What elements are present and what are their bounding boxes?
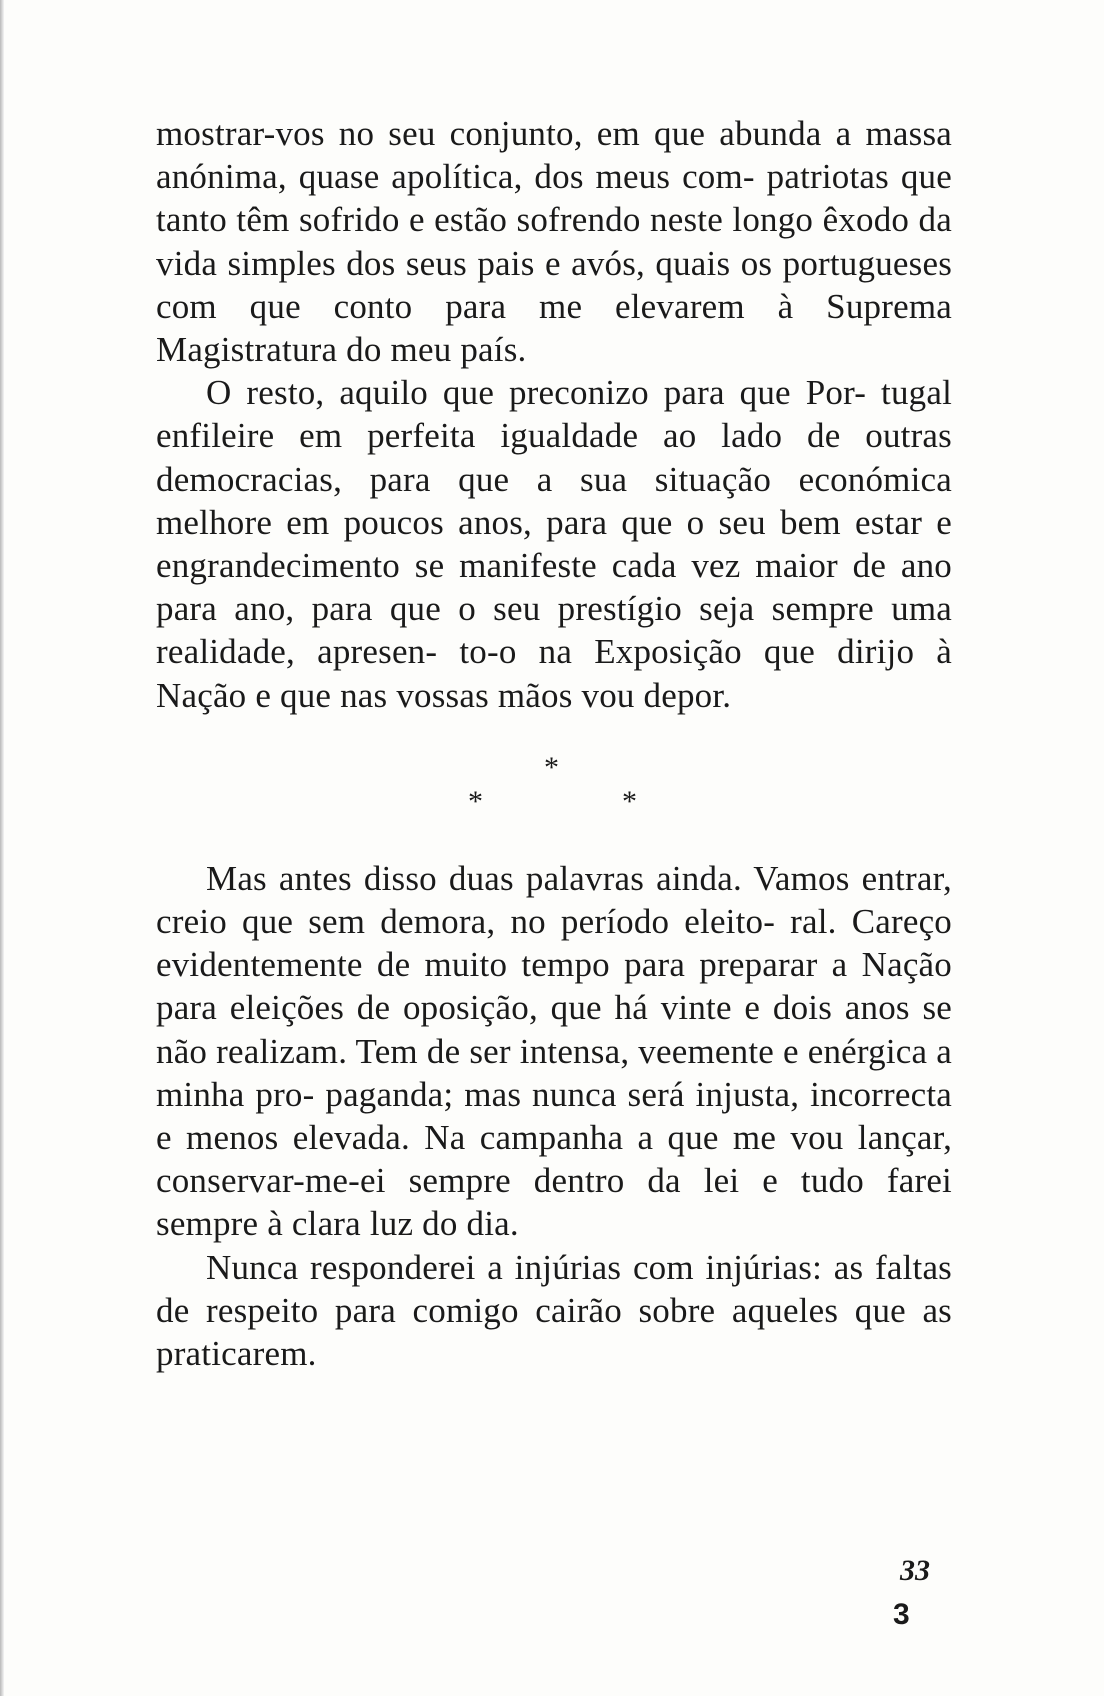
text-line: O resto, aquilo que preconizo para que Por-	[206, 373, 867, 413]
text-line: tudo farei sempre à clara luz do dia.	[156, 1161, 952, 1244]
text-line: tugal enfileire em perfeita igualdade ao lado de	[156, 373, 953, 456]
asterism-separator	[156, 750, 952, 823]
text-line: económica melhore em poucos anos, para que o	[156, 459, 952, 542]
text-line: mostrar-vos no seu conjunto, em que abunda a	[156, 114, 852, 153]
text-line: ser intensa, veemente e enérgica a minha pro-	[156, 1031, 952, 1114]
text-line: lançar, conservar-me-ei sempre dentro da lei e	[156, 1118, 953, 1201]
asterism-star-top: *	[544, 750, 559, 784]
text-line: massa anónima, quase apolítica, dos meus com-	[156, 114, 953, 197]
text-line: outras democracias, para que a sua situação	[156, 416, 952, 499]
paragraph-4	[156, 1246, 952, 1376]
scan-edge-shadow	[0, 0, 4, 1696]
asterism-star-left: *	[468, 784, 483, 818]
text-line: Nunca responderei a injúrias com injúrias:	[206, 1247, 823, 1287]
text-line: para me elevarem à Suprema Magistratura do	[156, 286, 952, 370]
text-line: vossas mãos vou depor.	[396, 675, 732, 715]
text-line: menos elevada. Na campanha a que me vou	[186, 1118, 844, 1158]
paragraph-2	[156, 371, 952, 717]
text-line: ral. Careço evidentemente de muito tempo para	[156, 902, 953, 985]
asterism-star-right: *	[622, 784, 637, 818]
text-line: preparar a Nação para eleições de oposição, que	[156, 945, 952, 1028]
signature-mark: 33	[900, 1554, 930, 1587]
text-line: cada vez maior de ano para ano, para que o seu	[156, 546, 952, 629]
paragraph-3	[156, 857, 952, 1246]
text-line: Mas antes disso duas palavras ainda. Vamos	[206, 858, 850, 898]
text-line: há vinte e dois anos se não realizam. Tem de	[156, 988, 952, 1071]
text-line: seu bem estar e engrandecimento se manifeste	[156, 502, 952, 586]
text-line: prestígio seja sempre uma realidade, apresen-	[156, 589, 952, 672]
page-number: 3	[893, 1598, 910, 1631]
text-line: to-o na Exposição que dirijo à Nação e que nas	[156, 632, 953, 715]
paragraph-1	[156, 112, 952, 371]
text-line: e avós, quais os portugueses com que conto	[156, 243, 953, 326]
text-line: entrar, creio que sem demora, no período eleito-	[156, 858, 952, 942]
body-text	[156, 112, 952, 1375]
text-line: meu país.	[390, 330, 527, 370]
text-line: patriotas que tanto têm sofrido e estão sofrendo	[156, 157, 952, 240]
text-line: paganda; mas nunca será injusta, incorrecta e	[156, 1074, 952, 1158]
text-line: as faltas de respeito para comigo cairão sobre	[156, 1247, 953, 1330]
text-line: aqueles que as praticarem.	[156, 1290, 953, 1374]
text-line: neste longo êxodo da vida simples dos seus pais	[156, 200, 952, 283]
